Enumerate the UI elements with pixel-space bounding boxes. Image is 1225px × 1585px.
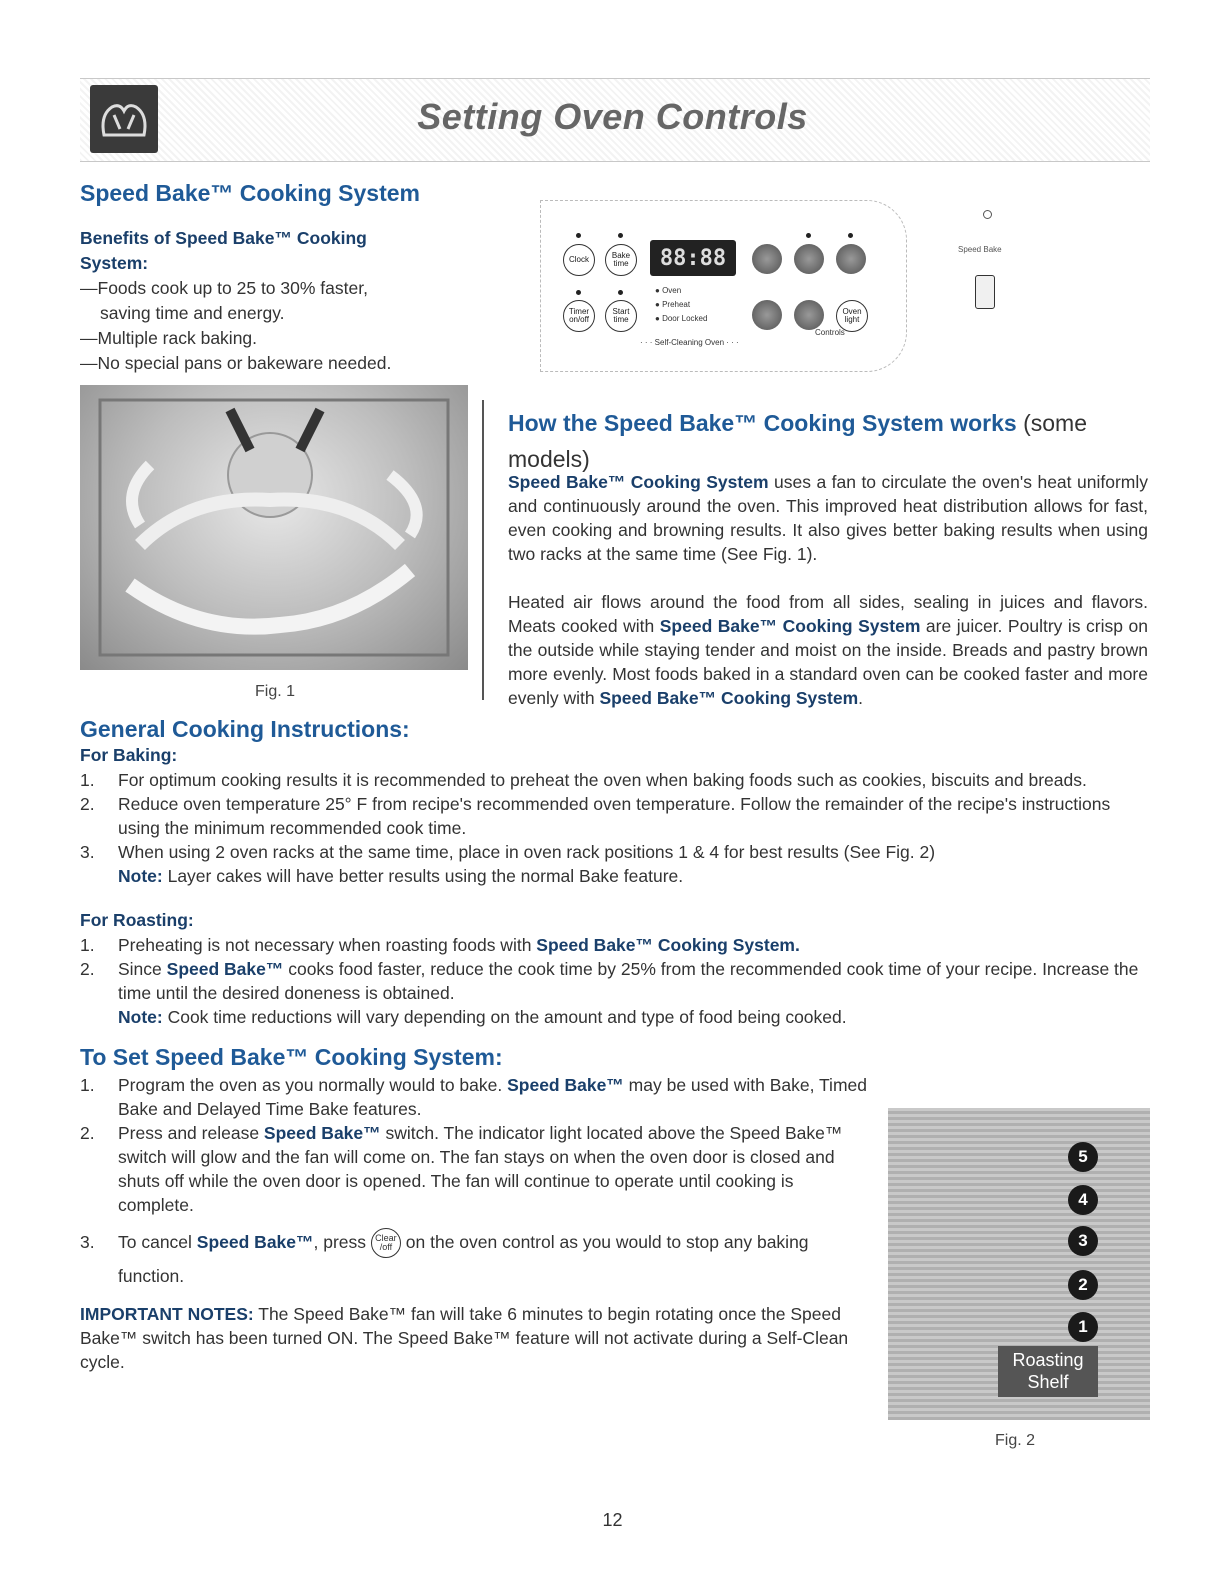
indicator-dot <box>576 290 581 295</box>
list-item: 1. For optimum cooking results it is recommended to preheat the oven when baking foods such as cookies, biscuits and breads. <box>80 770 1087 790</box>
baking-heading: For Baking: <box>80 745 178 765</box>
dark-key <box>752 300 782 330</box>
benefit-item: —No special pans or bakeware needed. <box>80 353 392 373</box>
indicator-dot <box>806 233 811 238</box>
speed-bake-switch <box>975 275 995 309</box>
clear-off-key-icon: Clear /off <box>371 1228 401 1258</box>
controls-label: Controls <box>815 328 845 337</box>
benefit-item: —Multiple rack baking. <box>80 328 258 348</box>
speed-bake-switch-label: Speed Bake <box>958 245 1002 254</box>
timer-key: Timer on/off <box>563 300 595 332</box>
dark-key <box>836 244 866 274</box>
list-item: 1. Preheating is not necessary when roasting foods with Speed Bake™ Cooking System. <box>80 935 800 955</box>
roasting-list <box>80 933 1155 1029</box>
benefits-block <box>80 226 425 376</box>
how-paragraph-1: Speed Bake™ Cooking System uses a fan to circulate the oven's heat uniformly and continuously around the oven. This improved heat distribution allows for fast, even cooking and browning results. It also gives better baking results when using two racks at the same time (See Fig. 1). <box>508 472 1148 564</box>
list-item: 2. Since Speed Bake™ cooks food faster, reduce the cook time by 25% from the recommended cook time of your recipe. Increase the time until the desired doneness is obtained. <box>80 959 1139 1003</box>
fig2-caption: Fig. 2 <box>995 1432 1036 1449</box>
rack-position-2: 2 <box>1068 1270 1098 1300</box>
list-item: 3. To cancel Speed Bake™, press Clear /off on the oven control as you would to stop any baking function. <box>80 1225 870 1293</box>
indicator-preheat: ● Preheat <box>655 300 691 309</box>
list-item: 1. Program the oven as you normally would to bake. Speed Bake™ may be used with Bake, Timed Bake and Delayed Time Bake features. <box>80 1075 867 1119</box>
self-cleaning-label: · · · Self-Cleaning Oven · · · <box>640 338 739 347</box>
dark-key <box>794 300 824 330</box>
bake-time-key: Bake time <box>605 244 637 276</box>
list-item: 3. When using 2 oven racks at the same time, place in oven rack positions 1 & 4 for best results (See Fig. 2) <box>80 842 936 862</box>
list-item: 2. Press and release Speed Bake™ switch. The indicator light located above the Speed Bake™ switch will glow and the fan will come on. The fan stays on when the oven door is closed and shuts off while the oven door is opened. The fan will continue to operate until cooking is complete. <box>80 1123 843 1215</box>
roasting-note: Note: Cook time reductions will vary depending on the amount and type of food being cooked. <box>118 1007 847 1027</box>
set-list <box>80 1073 870 1293</box>
baking-list <box>80 768 1155 888</box>
speed-bake-indicator-light <box>983 210 992 219</box>
fig1-oven-photo <box>80 385 468 670</box>
indicator-oven: ● Oven <box>655 286 682 295</box>
roasting-heading: For Roasting: <box>80 910 194 930</box>
dark-key <box>752 244 782 274</box>
important-notes: IMPORTANT NOTES: The Speed Bake™ fan will take 6 minutes to begin rotating once the Speed Bake™ switch has been turned ON. The Speed Bake™ feature will not activate during a Self-Clean cycle. <box>80 1304 849 1372</box>
rack-position-5: 5 <box>1068 1142 1098 1172</box>
dark-key <box>794 244 824 274</box>
indicator-dot <box>848 233 853 238</box>
clock-display: 88:88 <box>650 240 736 276</box>
section-title-speed-bake: Speed Bake™ Cooking System <box>80 180 420 206</box>
roasting-shelf-label: Roasting Shelf <box>998 1346 1098 1397</box>
benefit-item: saving time and energy. <box>100 303 285 323</box>
page-number: 12 <box>602 1510 623 1530</box>
indicator-dot <box>618 290 623 295</box>
indicator-dot <box>618 233 623 238</box>
clock-key: Clock <box>563 244 595 276</box>
benefit-item: —Foods cook up to 25 to 30% faster, <box>80 278 368 298</box>
rack-position-1: 1 <box>1068 1312 1098 1342</box>
rack-position-3: 3 <box>1068 1226 1098 1256</box>
section-title-general: General Cooking Instructions: <box>80 716 410 742</box>
benefits-heading: Benefits of Speed Bake™ Cooking System: <box>80 228 367 273</box>
oven-light-key: Oven light <box>836 300 868 332</box>
baking-note: Note: Layer cakes will have better results using the normal Bake feature. <box>118 866 684 886</box>
indicator-dot <box>576 233 581 238</box>
indicator-door-locked: ● Door Locked <box>655 314 708 323</box>
column-divider <box>482 400 484 700</box>
section-title-set-speed-bake: To Set Speed Bake™ Cooking System: <box>80 1044 503 1070</box>
page-title: Setting Oven Controls <box>417 96 808 137</box>
how-it-works-title: How the Speed Bake™ Cooking System works (some models) <box>508 410 1087 472</box>
fig1-caption: Fig. 1 <box>255 683 296 700</box>
how-paragraph-2: Heated air flows around the food from all sides, sealing in juices and flavors. Meats cooked with Speed Bake™ Cooking System are juicer. Poultry is crisp on the outside while staying tender and moist on the inside. Breads and pastry brown more evenly. Most foods baked in a standard oven can be cooked faster and more evenly with Speed Bake™ Cooking System. <box>508 592 1148 708</box>
list-item: 2. Reduce oven temperature 25° F from recipe's recommended oven temperature. Follow the remainder of the recipe's instructions using the minimum recommended cook time. <box>80 794 1111 838</box>
start-time-key: Start time <box>605 300 637 332</box>
rack-position-4: 4 <box>1068 1185 1098 1215</box>
